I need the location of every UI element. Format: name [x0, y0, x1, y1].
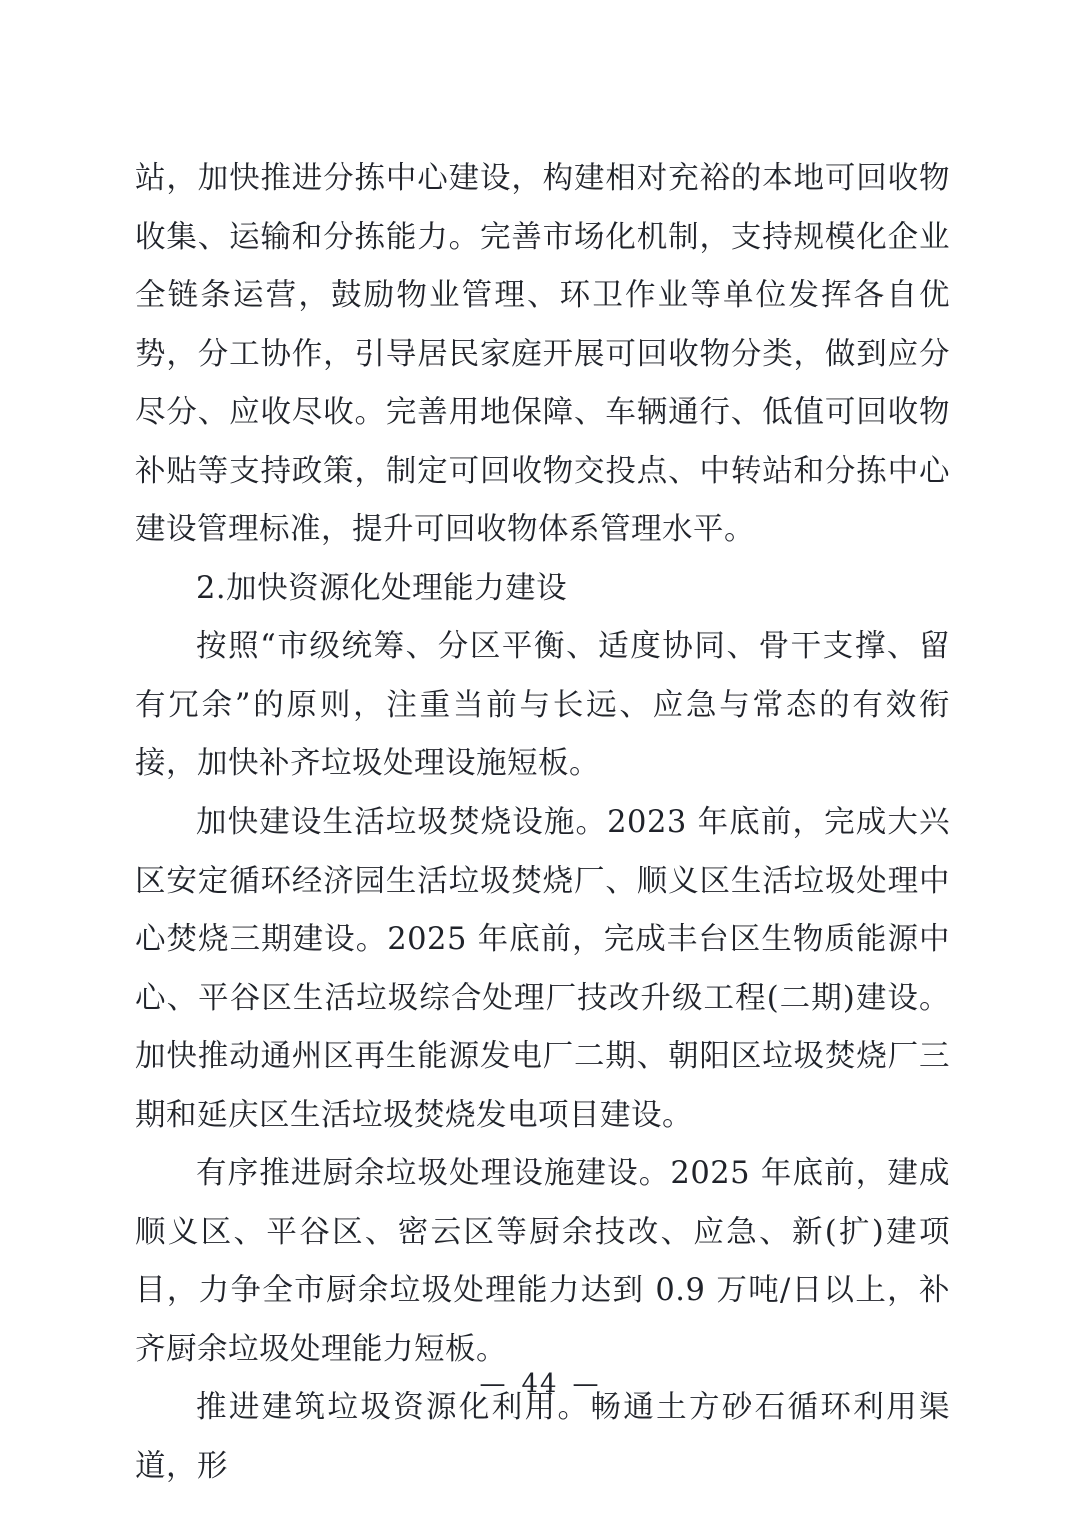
document-body: [135, 150, 950, 1497]
footer-dash-right: —: [572, 1369, 601, 1399]
section-heading-2: 2.加快资源化处理能力建设: [196, 570, 568, 606]
footer-dash-left: —: [479, 1369, 508, 1399]
paragraph-continued: 站，加快推进分拣中心建设，构建相对充裕的本地可回收物收集、运输和分拣能力。完善市场化机制，支持规模化企业全链条运营，鼓励物业管理、环卫作业等单位发挥各自优势，分工协作，引导居民家庭开展可回收物分类，做到应分尽分、应收尽收。完善用地保障、车辆通行、低值可回收物补贴等支持政策，制定可回收物交投点、中转站和分拣中心建设管理标准，提升可回收物体系管理水平。: [135, 161, 950, 548]
paragraph-principles: 按照“市级统筹、分区平衡、适度协同、骨干支撑、留有冗余”的原则，注重当前与长远、应急与常态的有效衔接，加快补齐垃圾处理设施短板。: [135, 629, 950, 782]
paragraph-kitchen-waste: 有序推进厨余垃圾处理设施建设。2025 年底前，建成顺义区、平谷区、密云区等厨余技改、应急、新(扩)建项目，力争全市厨余垃圾处理能力达到 0.9 万吨/日以上，补齐厨余垃圾处理能力短板。: [135, 1156, 950, 1367]
paragraph-construction-waste: 推进建筑垃圾资源化利用。畅通土方砂石循环利用渠道，形: [135, 1390, 950, 1485]
page-number: 44: [521, 1369, 559, 1399]
paragraph-incineration: 加快建设生活垃圾焚烧设施。2023 年底前，完成大兴区安定循环经济园生活垃圾焚烧厂、顺义区生活垃圾处理中心焚烧三期建设。2025 年底前，完成丰台区生物质能源中心、平谷区生活垃圾综合处理厂技改升级工程(二期)建设。加快推动通州区再生能源发电厂二期、朝阳区垃圾焚烧厂三期和延庆区生活垃圾焚烧发电项目建设。: [135, 805, 950, 1133]
page-footer: [0, 1369, 1080, 1399]
